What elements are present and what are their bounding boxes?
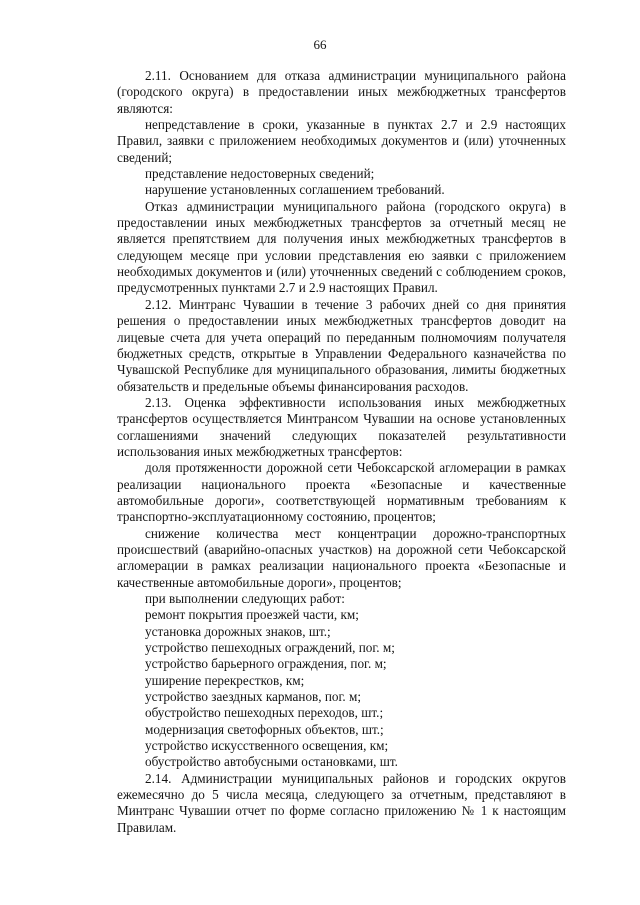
page-number: 66: [313, 37, 327, 52]
list-item: уширение перекрестков, км;: [145, 672, 305, 688]
list-item: снижение количества мест концентрации дорожно-транспортных происшествий (аварийно-опасных участков) на дорожной сети Чебоксарской агломерации в рамках реализации национального проекта «Безопасные и качественные автомобильные дороги», процентов;: [117, 525, 566, 590]
paragraph-2-14: 2.14. Администрации муниципальных районов и городских округов ежемесячно до 5 числа месяца, следующего за отчетным, представляют в Минтранс Чувашии отчет по форме согласно приложению № 1 к настоящим Правилам.: [117, 770, 566, 835]
list-item: ремонт покрытия проезжей части, км;: [145, 607, 359, 623]
list-item: установка дорожных знаков, шт.;: [145, 623, 331, 639]
list-item: устройство барьерного ограждения, пог. м;: [145, 656, 387, 672]
list-item: нарушение установленных соглашением требований.: [145, 182, 445, 198]
list-item: представление недостоверных сведений;: [145, 166, 375, 182]
list-item: при выполнении следующих работ:: [145, 591, 345, 606]
document-body: [117, 68, 566, 836]
list-item: обустройство автобусными остановками, шт.: [145, 754, 398, 770]
paragraph: Отказ администрации муниципального района (городского округа) в предоставлении иных межбюджетных трансфертов за отчетный месяц не является препятствием для получения иных межбюджетных трансфертов в следующем месяце при условии представления ею заявки с приложением необходимых документов и (или) уточненных сведений с соблюдением сроков, предусмотренных пунктами 2.7 и 2.9 настоящих Правил.: [117, 198, 566, 296]
list-item: модернизация светофорных объектов, шт.;: [145, 721, 384, 737]
list-item: устройство заездных карманов, пог. м;: [145, 689, 362, 705]
paragraph-2-11: 2.11. Основанием для отказа администрации муниципального района (городского округа) в предоставлении иных межбюджетных трансфертов являются:: [117, 68, 566, 116]
list-item: непредставление в сроки, указанные в пунктах 2.7 и 2.9 настоящих Правил, заявки с приложением необходимых документов и (или) уточненных сведений;: [117, 117, 566, 165]
list-item: доля протяженности дорожной сети Чебоксарской агломерации в рамках реализации национального проекта «Безопасные и качественные автомобильные дороги», соответствующей нормативным требованиям к транспортно-эксплуатационному состоянию, процентов;: [117, 460, 566, 525]
list-item: устройство искусственного освещения, км;: [145, 738, 389, 754]
paragraph-2-13: 2.13. Оценка эффективности использования иных межбюджетных трансфертов осуществляется Минтрансом Чувашии на основе установленных соглашениями значений следующих показателей результативности использования иных межбюджетных трансфертов:: [117, 394, 566, 459]
list-item: устройство пешеходных ограждений, пог. м;: [145, 640, 395, 656]
paragraph-2-12: 2.12. Минтранс Чувашии в течение 3 рабочих дней со дня принятия решения о предоставлении иных межбюджетных трансфертов доводит на лицевые счета для учета операций по переданным полномочиям получателя бюджетных средств, открытые в Управлении Федерального казначейства по Чувашской Республике для муниципального образования, лимиты бюджетных обязательств и предельные объемы финансирования расходов.: [117, 296, 566, 394]
list-item: обустройство пешеходных переходов, шт.;: [145, 705, 384, 721]
